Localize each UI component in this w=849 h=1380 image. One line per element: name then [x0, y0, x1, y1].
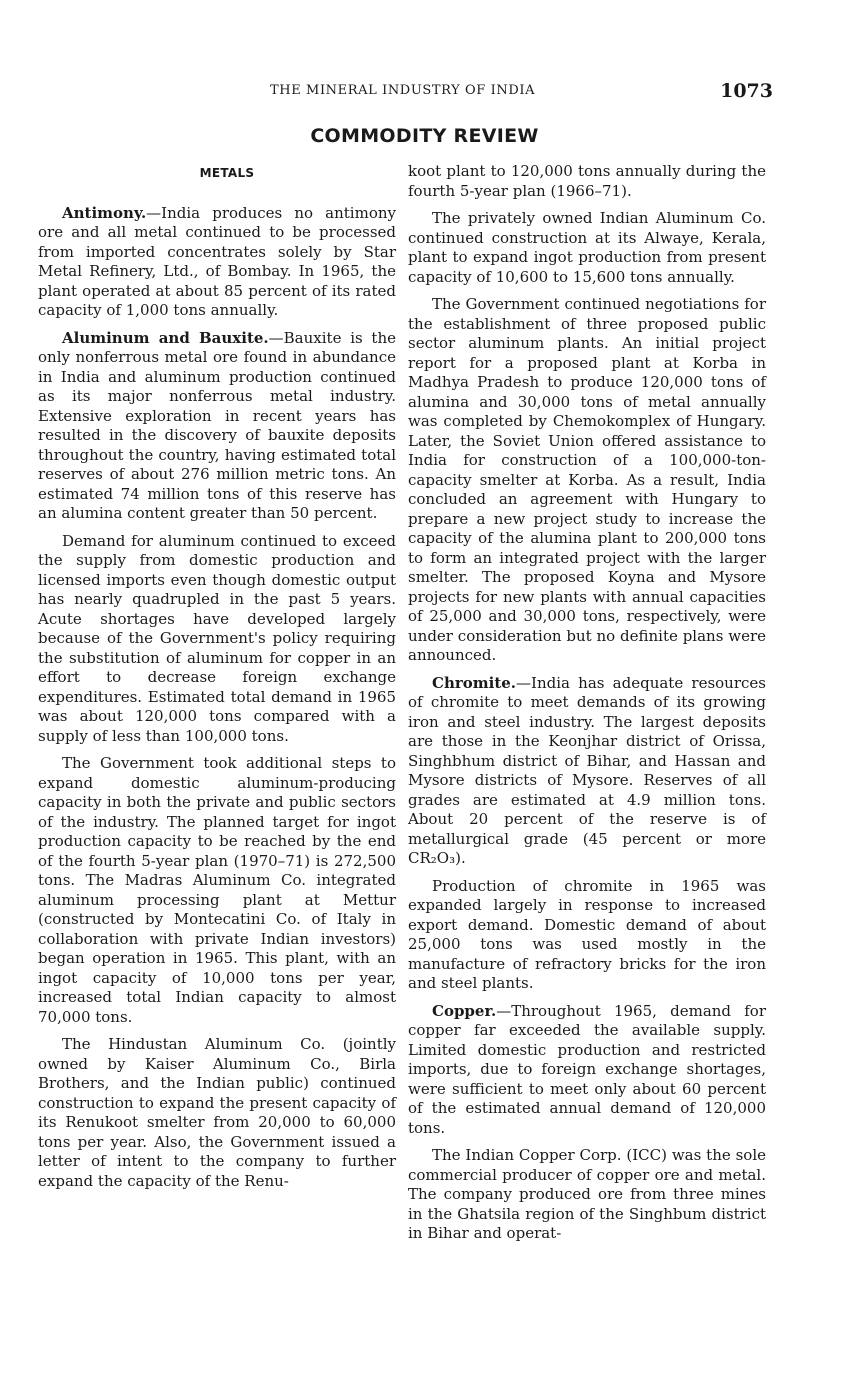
paragraph-continuation: koot plant to 120,000 tons annually during the fourth 5-year plan (1966–71). [408, 162, 766, 200]
section-title: COMMODITY REVIEW [310, 125, 539, 147]
chromite-lead: Chromite. [432, 673, 517, 692]
paragraph-indian-copper-corp: The Indian Copper Corp. (ICC) was the sole commercial producer of copper ore and metal. The company produced ore from three mines in the Ghatsila region of the Singhbum district in Bihar and operat- [408, 1146, 766, 1242]
chromite-text: —India has adequate resources of chromite to meet demands of its growing iron and steel industry. The largest deposits are those in the Keonjhar district of Orissa, Singhbhum district of Bihar, and Hassan and Mysore districts of Mysore. Reserves of all grades are estimated at 4.9 million tons. About 20 percent of the reserve is of metallurgical grade (45 percent or more CR₂O₃). [408, 673, 766, 867]
antimony-text: —India produces no antimony ore and all metal continued to be processed from imported concentrates solely by Star Metal Refinery, Ltd., of Bombay. In 1965, the plant operated at about 85 percent of its rated capacity of 1,000 tons annually. [38, 203, 396, 319]
left-column [38, 162, 396, 1199]
copper-text: —Throughout 1965, demand for copper far exceeded the available supply. Limited domestic production and restricted imports, due to foreign exchange shortages, were sufficient to meet only about 60 percent of the estimated annual demand of 120,000 tons. [408, 1001, 766, 1137]
paragraph-aluminum-bauxite [38, 329, 396, 524]
paragraph-indian-aluminum: The privately owned Indian Aluminum Co. continued construction at its Alwaye, Kerala, plant to expand ingot production from present capacity of 10,600 to 15,600 tons annually. [408, 209, 766, 286]
running-title: THE MINERAL INDUSTRY OF INDIA [270, 83, 536, 98]
antimony-lead: Antimony. [62, 203, 147, 222]
page-number: 1073 [720, 80, 773, 102]
paragraph-government-negotiations: The Government continued negotiations for the establishment of three proposed public sector aluminum plants. An initial project report for a proposed plant at Korba in Madhya Pradesh to produce 120,000 tons of alumina and 30,000 tons of metal annually was completed by Chemokomplex of Hungary. Later, the Soviet Union offered assistance to India for construction of a 100,000-ton-capacity smelter at Korba. As a result, India concluded an agreement with Hungary to prepare a new project study to increase the capacity of the alumina plant to 200,000 tons to form an integrated project with the larger smelter. The proposed Koyna and Mysore projects for new plants with annual capacities of 25,000 and 30,000 tons, respectively, were under consideration but no definite plans were announced. [408, 295, 766, 664]
paragraph-aluminum-capacity: The Government took additional steps to expand domestic aluminum-producing capacity in both the private and public sectors of the industry. The planned target for ingot production capacity to be reached by the end of the fourth 5-year plan (1970–71) is 272,500 tons. The Madras Aluminum Co. integrated aluminum processing plant at Mettur (constructed by Montecatini Co. of Italy in collaboration with private Indian investors) began operation in 1965. This plant, with an ingot capacity of 10,000 tons per year, increased total Indian capacity to almost 70,000 tons. [38, 754, 396, 1026]
copper-lead: Copper. [432, 1001, 497, 1020]
paragraph-aluminum-demand: Demand for aluminum continued to exceed the supply from domestic production and licensed imports even though domestic output has nearly quadrupled in the past 5 years. Acute shortages have developed largely because of the Government's policy requiring the substitution of aluminum for copper in an effort to decrease foreign exchange expenditures. Estimated total demand in 1965 was about 120,000 tons compared with a supply of less than 100,000 tons. [38, 531, 396, 745]
metals-subheading: METALS [199, 166, 255, 180]
paragraph-chromite [408, 674, 766, 869]
aluminum-bauxite-text: —Bauxite is the only nonferrous metal ore found in abundance in India and aluminum production continued as its major nonferrous metal industry. Extensive exploration in recent years has resulted in the discovery of bauxite deposits throughout the country, having estimated total reserves of about 276 million metric tons. An estimated 74 million tons of this reserve has an alumina content greater than 50 percent. [38, 328, 396, 522]
right-column [408, 162, 766, 1252]
paragraph-chromite-production: Production of chromite in 1965 was expanded largely in response to increased export demand. Domestic demand of about 25,000 tons was used mostly in the manufacture of refractory bricks for the iron and steel plants. [408, 876, 766, 992]
paragraph-copper [408, 1002, 766, 1139]
paragraph-hindustan-aluminum: The Hindustan Aluminum Co. (jointly owned by Kaiser Aluminum Co., Birla Brothers, and the Indian public) continued construction to expand the present capacity of its Renukoot smelter from 20,000 to 60,000 tons per year. Also, the Government issued a letter of intent to the company to further expand the capacity of the Renu- [38, 1035, 396, 1190]
paragraph-antimony [38, 204, 396, 321]
aluminum-bauxite-lead: Aluminum and Bauxite. [62, 328, 269, 347]
running-header [0, 80, 849, 104]
